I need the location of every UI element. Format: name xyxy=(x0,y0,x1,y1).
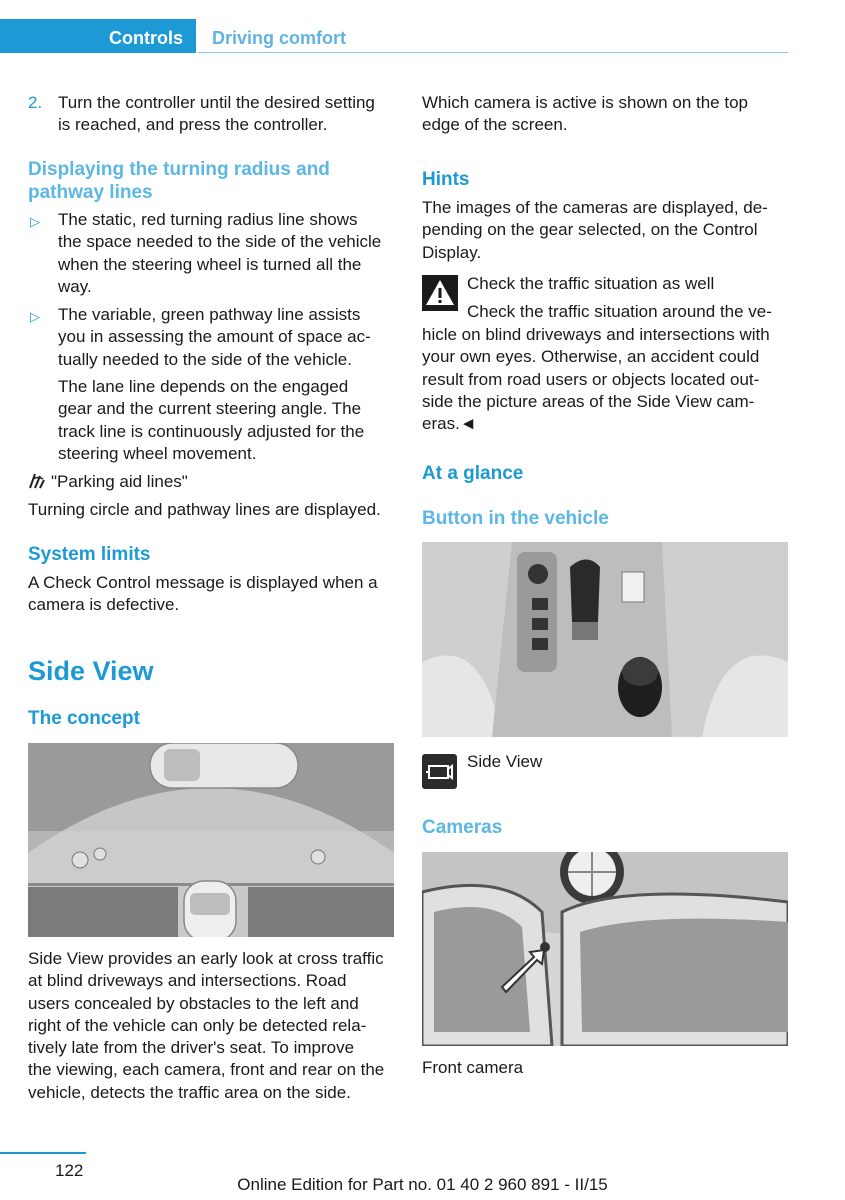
text-line: Display. xyxy=(422,242,482,262)
step-2-text xyxy=(58,92,375,137)
text-line: pending on the gear selected, on the Control xyxy=(422,220,758,240)
step-number: 2. xyxy=(28,93,43,112)
concept-text xyxy=(28,948,384,1104)
warning-text xyxy=(422,324,770,435)
text-line: at blind driveways and intersections. Road xyxy=(28,971,347,991)
text-line: you in assessing the amount of space ac‐ xyxy=(58,327,371,347)
heading-at-a-glance: At a glance xyxy=(422,463,524,484)
heading-system-limits: System limits xyxy=(28,544,151,565)
text-line: tually needed to the side of the vehicle. xyxy=(58,349,352,369)
heading-turning-radius xyxy=(28,158,330,204)
text-line: right of the vehicle can only be detected rela‐ xyxy=(28,1015,367,1035)
text-line: your own eyes. Otherwise, an accident could xyxy=(422,347,760,367)
text-line: when the steering wheel is turned all the xyxy=(58,254,362,274)
text-line: result from road users or objects located out‐ xyxy=(422,369,760,389)
text-line: Side View provides an early look at cross traffic xyxy=(28,949,384,968)
text-line: the viewing, each camera, front and rear on the xyxy=(28,1060,385,1080)
bullet-triangle-icon: ▷ xyxy=(30,309,40,324)
center-console-illustration xyxy=(422,542,788,737)
text-line: vehicle, detects the traffic area on the side. xyxy=(28,1082,351,1102)
parking-aid-description: Turning circle and pathway lines are displayed. xyxy=(28,500,381,519)
heading-line: pathway lines xyxy=(28,182,153,203)
parking-aid-label: "Parking aid lines" xyxy=(51,472,188,491)
parking-aid-icon xyxy=(28,473,46,489)
side-view-concept-illustration xyxy=(28,743,394,937)
tab-controls[interactable]: Controls xyxy=(0,19,196,53)
bullet-turning-radius xyxy=(58,209,381,298)
text-line: track line is continuously adjusted for the xyxy=(58,421,365,441)
text-line: edge of the screen. xyxy=(422,115,568,135)
heading-the-concept: The concept xyxy=(28,708,140,729)
text-line: camera is defective. xyxy=(28,595,180,615)
warning-first-line: Check the traffic situation around the ve‐ xyxy=(467,302,772,321)
text-line: Turn the controller until the desired setting xyxy=(58,93,375,112)
heading-line: Displaying the turning radius and xyxy=(28,159,330,180)
footer-edition: Online Edition for Part no. 01 40 2 960 891 - II/15 xyxy=(237,1175,608,1194)
front-camera-caption: Front camera xyxy=(422,1058,524,1077)
text-line: gear and the current steering angle. The xyxy=(58,399,362,419)
front-camera-illustration xyxy=(422,852,788,1046)
text-line: The static, red turning radius line shows xyxy=(58,210,358,229)
text-line: way. xyxy=(58,276,92,296)
bullet-triangle-icon: ▷ xyxy=(30,214,40,229)
text-line: side the picture areas of the Side View cam‐ xyxy=(422,391,755,411)
text-line: The lane line depends on the engaged xyxy=(58,377,349,396)
system-limits-text xyxy=(28,572,378,617)
heading-side-view: Side View xyxy=(28,656,154,686)
heading-cameras: Cameras xyxy=(422,817,503,838)
text-line: The variable, green pathway line assists xyxy=(58,305,361,324)
warning-triangle-icon xyxy=(422,275,458,311)
tab-driving-comfort[interactable]: Driving comfort xyxy=(198,19,788,53)
text-line: steering wheel movement. xyxy=(58,443,257,463)
hints-text xyxy=(422,197,768,264)
text-line: the space needed to the side of the vehicle xyxy=(58,232,382,252)
side-view-label: Side View xyxy=(467,752,543,771)
heading-button-in-vehicle: Button in the vehicle xyxy=(422,508,609,529)
side-view-button-icon xyxy=(422,754,457,789)
warning-title: Check the traffic situation as well xyxy=(467,274,715,293)
bullet-pathway-line xyxy=(58,304,371,371)
text-line: eras.◄ xyxy=(422,414,477,434)
text-line: Which camera is active is shown on the top xyxy=(422,93,748,112)
heading-hints: Hints xyxy=(422,169,470,190)
lane-line-note xyxy=(58,376,364,465)
text-line: users concealed by obstacles to the left and xyxy=(28,993,359,1013)
active-camera-text xyxy=(422,92,748,137)
text-line: The images of the cameras are displayed, de‐ xyxy=(422,198,768,217)
page-number: 122 xyxy=(55,1161,84,1180)
text-line: tively late from the driver's seat. To improve xyxy=(28,1038,355,1058)
text-line: hicle on blind driveways and intersections with xyxy=(422,325,770,344)
footer-accent-line xyxy=(0,1152,86,1154)
text-line: is reached, and press the controller. xyxy=(58,115,328,135)
text-line: A Check Control message is displayed when a xyxy=(28,573,378,592)
